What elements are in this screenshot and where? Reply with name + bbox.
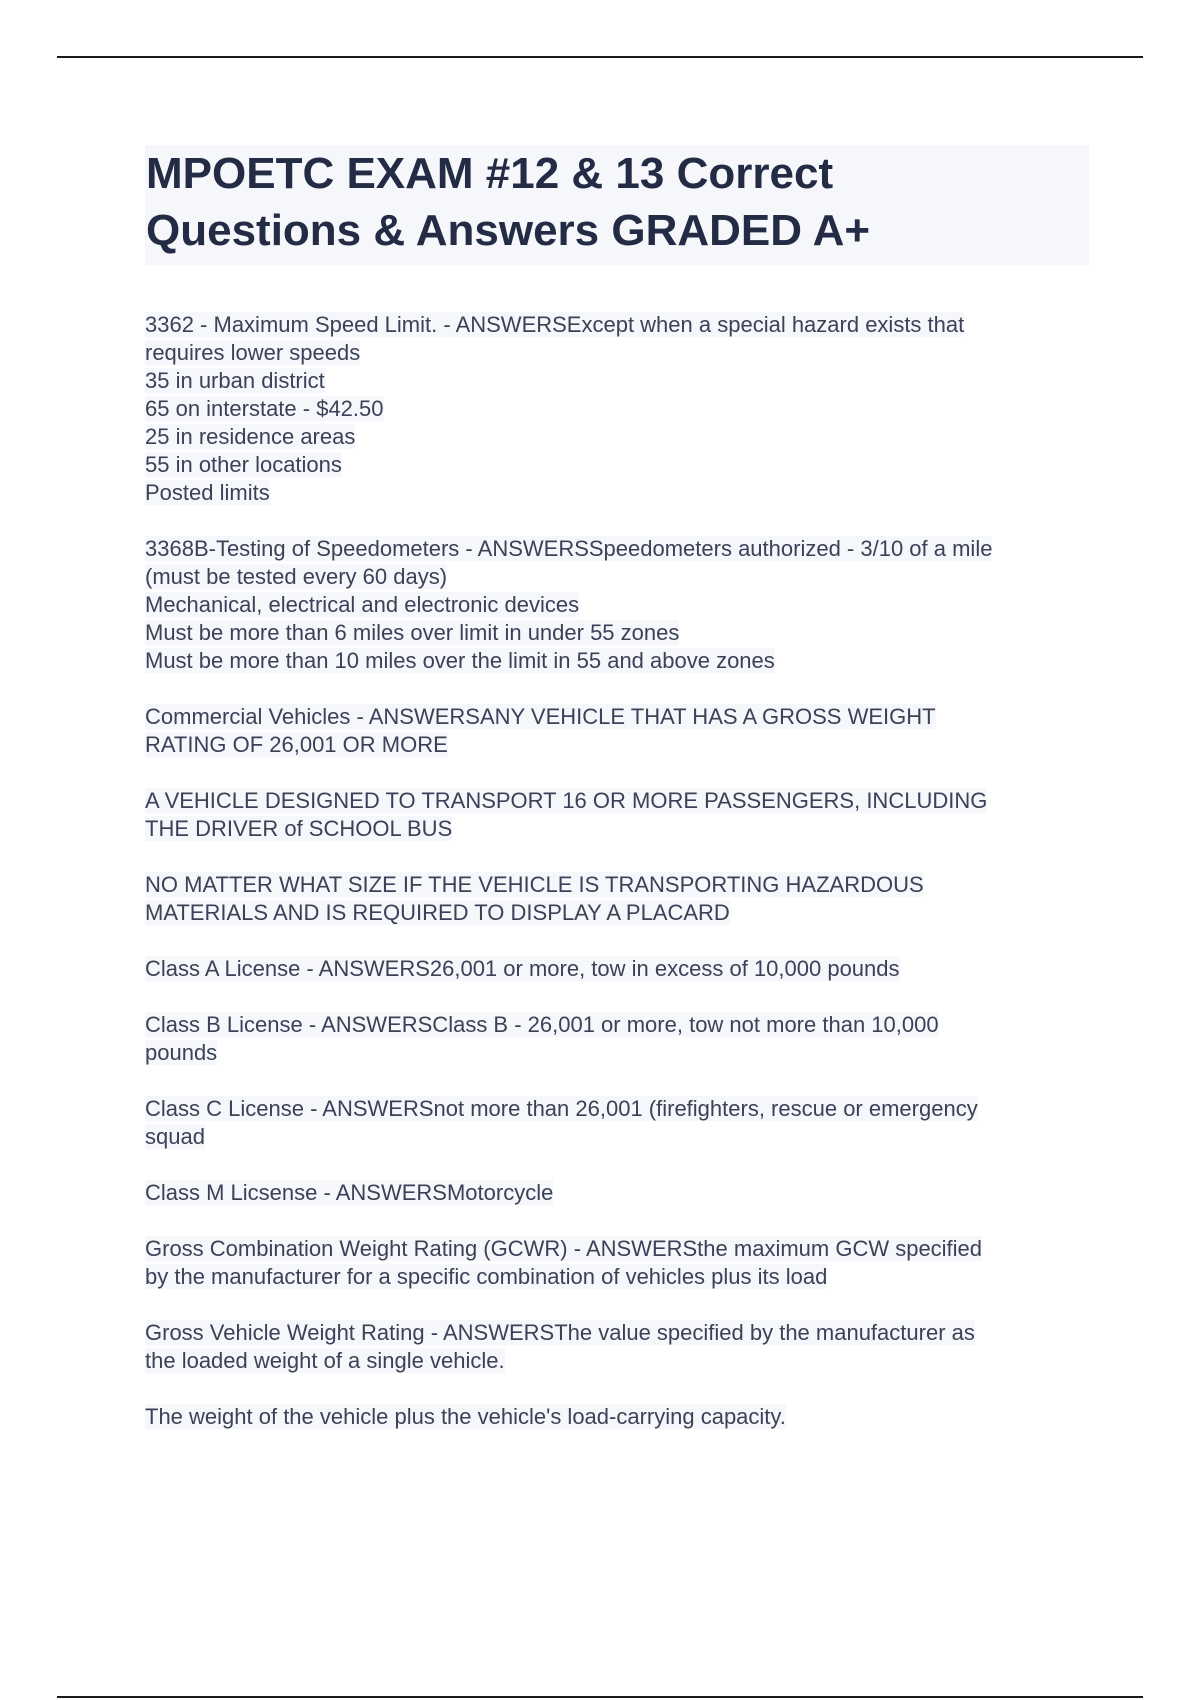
entry-line-text: 25 in residence areas	[145, 424, 356, 449]
entry-line	[145, 619, 1085, 647]
entry-line-text: (must be tested every 60 days)	[145, 564, 448, 589]
entry-line	[145, 1403, 1085, 1431]
entry-line-text: by the manufacturer for a specific combination of vehicles plus its load	[145, 1264, 828, 1289]
entry-line	[145, 1235, 1085, 1263]
entry-line-text: Must be more than 10 miles over the limit in 55 and above zones	[145, 648, 775, 673]
document-body	[145, 311, 1085, 1459]
entry-line	[145, 1319, 1085, 1347]
entry-line-text: 55 in other locations	[145, 452, 342, 477]
entry-line	[145, 1263, 1085, 1291]
entry-line	[145, 339, 1085, 367]
qa-entry	[145, 1095, 1085, 1151]
entry-line-text: Mechanical, electrical and electronic devices	[145, 592, 580, 617]
entry-line-text: NO MATTER WHAT SIZE IF THE VEHICLE IS TRANSPORTING HAZARDOUS	[145, 872, 924, 897]
qa-entry	[145, 311, 1085, 507]
entry-line-text: THE DRIVER of SCHOOL BUS	[145, 816, 453, 841]
entry-line-text: Must be more than 6 miles over limit in under 55 zones	[145, 620, 680, 645]
entry-line-text: Class C License - ANSWERSnot more than 26,001 (firefighters, rescue or emergency	[145, 1096, 978, 1121]
entry-line	[145, 423, 1085, 451]
bottom-divider	[57, 1696, 1143, 1698]
entry-line-text: 35 in urban district	[145, 368, 325, 393]
qa-entry	[145, 1403, 1085, 1431]
entry-line	[145, 1179, 1085, 1207]
entry-line-text: requires lower speeds	[145, 340, 361, 365]
qa-entry	[145, 1179, 1085, 1207]
page-title: MPOETC EXAM #12 & 13 Correct Questions & Answers GRADED A+	[146, 149, 871, 255]
entry-line-text: Commercial Vehicles - ANSWERSANY VEHICLE THAT HAS A GROSS WEIGHT	[145, 704, 936, 729]
entry-line-text: pounds	[145, 1040, 218, 1065]
entry-line	[145, 815, 1085, 843]
qa-entry	[145, 703, 1085, 759]
entry-line	[145, 563, 1085, 591]
qa-entry	[145, 787, 1085, 843]
entry-line-text: MATERIALS AND IS REQUIRED TO DISPLAY A PLACARD	[145, 900, 730, 925]
entry-line	[145, 451, 1085, 479]
title-block	[145, 145, 1089, 265]
entry-line-text: Class M Licsense - ANSWERSMotorcycle	[145, 1180, 554, 1205]
qa-entry	[145, 535, 1085, 675]
entry-line	[145, 787, 1085, 815]
entry-line	[145, 647, 1085, 675]
qa-entry	[145, 1235, 1085, 1291]
entry-line-text: Gross Combination Weight Rating (GCWR) - ANSWERSthe maximum GCW specified	[145, 1236, 983, 1261]
entry-line-text: A VEHICLE DESIGNED TO TRANSPORT 16 OR MORE PASSENGERS, INCLUDING	[145, 788, 988, 813]
qa-entry	[145, 955, 1085, 983]
entry-line	[145, 1095, 1085, 1123]
entry-line	[145, 871, 1085, 899]
entry-line-text: the loaded weight of a single vehicle.	[145, 1348, 505, 1373]
entry-line-text: 65 on interstate - $42.50	[145, 396, 384, 421]
entry-line	[145, 535, 1085, 563]
entry-line-text: Posted limits	[145, 480, 270, 505]
top-divider	[57, 56, 1143, 58]
entry-line	[145, 591, 1085, 619]
entry-line	[145, 395, 1085, 423]
entry-line-text: Gross Vehicle Weight Rating - ANSWERSThe value specified by the manufacturer as	[145, 1320, 975, 1345]
entry-line	[145, 367, 1085, 395]
qa-entry	[145, 1011, 1085, 1067]
entry-line	[145, 311, 1085, 339]
entry-line	[145, 1039, 1085, 1067]
qa-entry	[145, 871, 1085, 927]
entry-line-text: 3368B-Testing of Speedometers - ANSWERSSpeedometers authorized - 3/10 of a mile	[145, 536, 993, 561]
entry-line	[145, 1123, 1085, 1151]
entry-line	[145, 1347, 1085, 1375]
entry-line-text: Class A License - ANSWERS26,001 or more, tow in excess of 10,000 pounds	[145, 956, 900, 981]
entry-line	[145, 955, 1085, 983]
entry-line	[145, 479, 1085, 507]
entry-line-text: The weight of the vehicle plus the vehicle's load-carrying capacity.	[145, 1404, 786, 1429]
entry-line-text: RATING OF 26,001 OR MORE	[145, 732, 448, 757]
entry-line	[145, 899, 1085, 927]
entry-line-text: squad	[145, 1124, 205, 1149]
qa-entry	[145, 1319, 1085, 1375]
entry-line	[145, 703, 1085, 731]
entry-line	[145, 731, 1085, 759]
entry-line-text: Class B License - ANSWERSClass B - 26,001 or more, tow not more than 10,000	[145, 1012, 939, 1037]
entry-line	[145, 1011, 1085, 1039]
entry-line-text: 3362 - Maximum Speed Limit. - ANSWERSExcept when a special hazard exists that	[145, 312, 965, 337]
